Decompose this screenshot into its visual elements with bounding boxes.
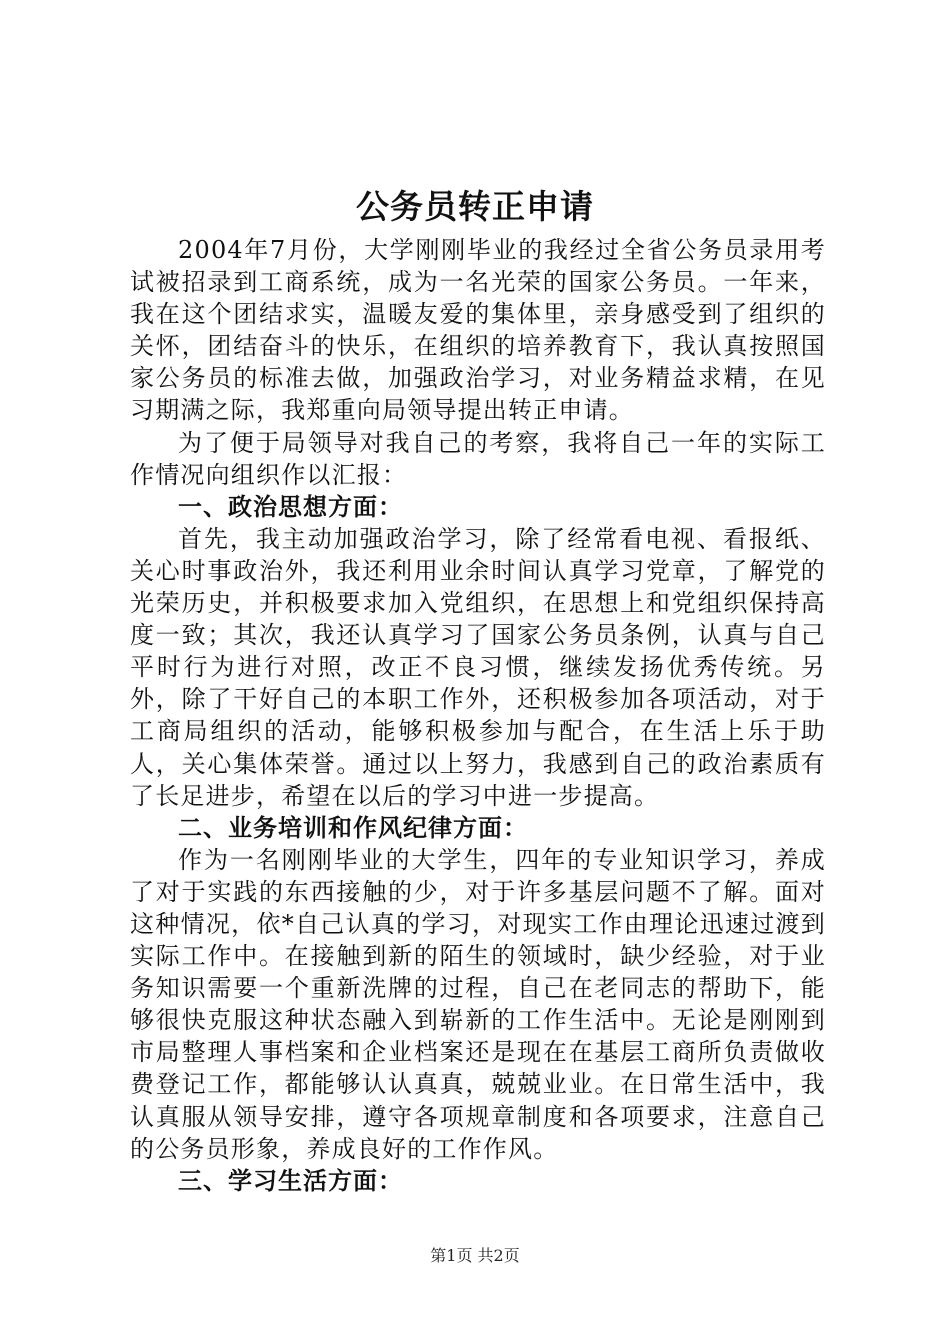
- document-body: [130, 234, 826, 1197]
- paragraph-business: 作为一名刚刚毕业的大学生，四年的专业知识学习，养成了对于实践的东西接触的少，对于许多基层问题不了解。面对这种情况，依*自己认真的学习，对现实工作由理论迅速过渡到实际工作中。在接触到新的陌生的领域时，缺少经验，对于业务知识需要一个重新洗牌的过程，自己在老同志的帮助下，能够很快克服这种状态融入到崭新的工作生活中。无论是刚刚到市局整理人事档案和企业档案还是现在在基层工商所负责做收费登记工作，都能够认认真真，兢兢业业。在日常生活中，我认真服从领导安排，遵守各项规章制度和各项要求，注意自己的公务员形象，养成良好的工作作风。: [130, 845, 826, 1163]
- paragraph-intro: 2004年7月份，大学刚刚毕业的我经过全省公务员录用考试被招录到工商系统，成为一名光荣的国家公务员。一年来，我在这个团结求实，温暖友爱的集体里，亲身感受到了组织的关怀，团结奋斗的快乐，在组织的培养教育下，我认真按照国家公务员的标准去做，加强政治学习，对业务精益求精，在见习期满之际，我郑重向局领导提出转正申请。: [130, 236, 826, 425]
- section-heading-political: 一、政治思想方面：: [178, 492, 403, 521]
- paragraph-political: 首先，我主动加强政治学习，除了经常看电视、看报纸、关心时事政治外，我还利用业余时间认真学习党章，了解党的光荣历史，并积极要求加入党组织，在思想上和党组织保持高度一致；其次，我还认真学习了国家公务员条例，认真与自己平时行为进行对照，改正不良习惯，继续发扬优秀传统。另外，除了干好自己的本职工作外，还积极参加各项活动，对于工商局组织的活动，能够积极参加与配合，在生活上乐于助人，关心集体荣誉。通过以上努力，我感到自己的政治素质有了长足进步，希望在以后的学习中进一步提高。: [130, 524, 826, 810]
- page-number-footer: 第1页 共2页: [430, 1246, 520, 1265]
- section-heading-study-life: 三、学习生活方面：: [178, 1166, 403, 1195]
- section-heading-business: 二、业务培训和作风纪律方面：: [178, 813, 528, 842]
- document-title: 公务员转正申请: [356, 187, 594, 226]
- paragraph-report-intro: 为了便于局领导对我自己的考察，我将自己一年的实际工作情况向组织作以汇报：: [130, 428, 826, 489]
